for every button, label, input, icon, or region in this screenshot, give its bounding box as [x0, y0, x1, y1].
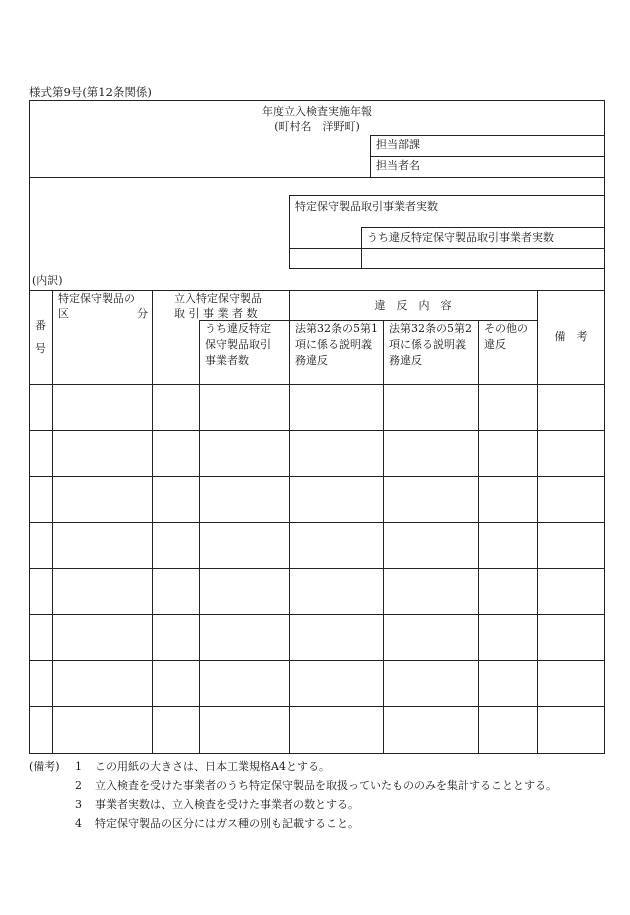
col-category-right: 分 — [137, 307, 148, 320]
divider — [289, 195, 605, 196]
form-number-label: 様式第9号(第12条関係) — [29, 85, 152, 99]
col-category-line2 — [58, 306, 148, 322]
person-label: 担当者名 — [376, 159, 420, 172]
col-violating-line3: 事業者数 — [205, 354, 249, 367]
table-row — [29, 660, 605, 661]
breakdown-label: (内訳) — [32, 274, 63, 287]
note-text: 特定保守製品の区分にはガス種の別も記載すること。 — [95, 817, 359, 830]
note-item — [29, 776, 557, 795]
note-text: 事業者実数は、立入検査を受けた事業者の数とする。 — [95, 798, 359, 811]
actual-count-label: 特定保守製品取引事業者実数 — [295, 200, 438, 213]
note-text: 立入検査を受けた事業者のうち特定保守製品を取扱っていたもののみを集計することとする。 — [95, 779, 557, 792]
table-row — [29, 522, 605, 523]
col-violation-header: 違 反 内 容 — [374, 299, 452, 312]
dept-label: 担当部課 — [376, 138, 420, 151]
col-art32-2-line3: 務違反 — [389, 354, 422, 367]
divider — [289, 268, 605, 269]
divider — [370, 135, 371, 177]
divider — [289, 248, 605, 249]
dept-field[interactable] — [430, 138, 600, 154]
col-number-line2: 号 — [35, 342, 46, 355]
col-art32-1-line3: 務違反 — [295, 354, 328, 367]
violation-count-label: うち違反特定保守製品取引事業者実数 — [367, 231, 554, 244]
divider — [370, 156, 605, 157]
column-rule — [199, 320, 200, 754]
note-number: 3 — [75, 798, 82, 811]
notes-section — [29, 757, 557, 833]
col-other-line2: 違反 — [484, 338, 506, 351]
col-number-line1: 番 — [35, 319, 46, 332]
note-item — [29, 795, 557, 814]
col-art32-2-line1: 法第32条の5第2 — [389, 322, 472, 335]
table-row — [29, 476, 605, 477]
actual-count-field[interactable] — [292, 250, 358, 266]
col-art32-2-line2: 項に係る説明義 — [389, 338, 466, 351]
divider — [361, 227, 605, 228]
note-number: 4 — [75, 817, 82, 830]
column-rule — [383, 320, 384, 754]
col-inspected-line2: 取 引 事 業 者 数 — [174, 307, 258, 320]
divider — [289, 195, 290, 268]
table-row — [29, 706, 605, 707]
note-text: この用紙の大きさは、日本工業規格A4とする。 — [95, 760, 330, 773]
col-art32-1-line1: 法第32条の5第1 — [295, 322, 378, 335]
col-category-line1: 特定保守製品の — [58, 292, 135, 305]
col-remarks: 備 考 — [554, 330, 588, 343]
table-row — [29, 568, 605, 569]
col-violating-line1: うち違反特定 — [205, 322, 271, 335]
col-inspected-line1: 立入特定保守製品 — [174, 292, 262, 305]
notes-label: (備考) — [29, 760, 60, 773]
person-field[interactable] — [430, 159, 600, 175]
divider — [370, 135, 605, 136]
column-rule — [478, 320, 479, 754]
note-item — [29, 814, 557, 833]
col-category-left: 区 — [58, 307, 69, 320]
table-row — [29, 614, 605, 615]
col-other-line1: その他の — [484, 322, 528, 335]
table-row — [29, 430, 605, 431]
report-title: 年度立入検査実施年報 — [262, 105, 372, 118]
col-art32-1-line2: 項に係る説明義 — [295, 338, 372, 351]
note-number: 1 — [75, 760, 82, 773]
header-bottom-rule — [29, 384, 605, 385]
note-item — [29, 757, 557, 776]
divider — [29, 177, 605, 178]
col-violating-line2: 保守製品取引 — [205, 338, 271, 351]
note-number: 2 — [75, 779, 82, 792]
violation-count-field[interactable] — [364, 250, 602, 266]
municipality-label: (町村名 洋野町) — [274, 120, 360, 133]
